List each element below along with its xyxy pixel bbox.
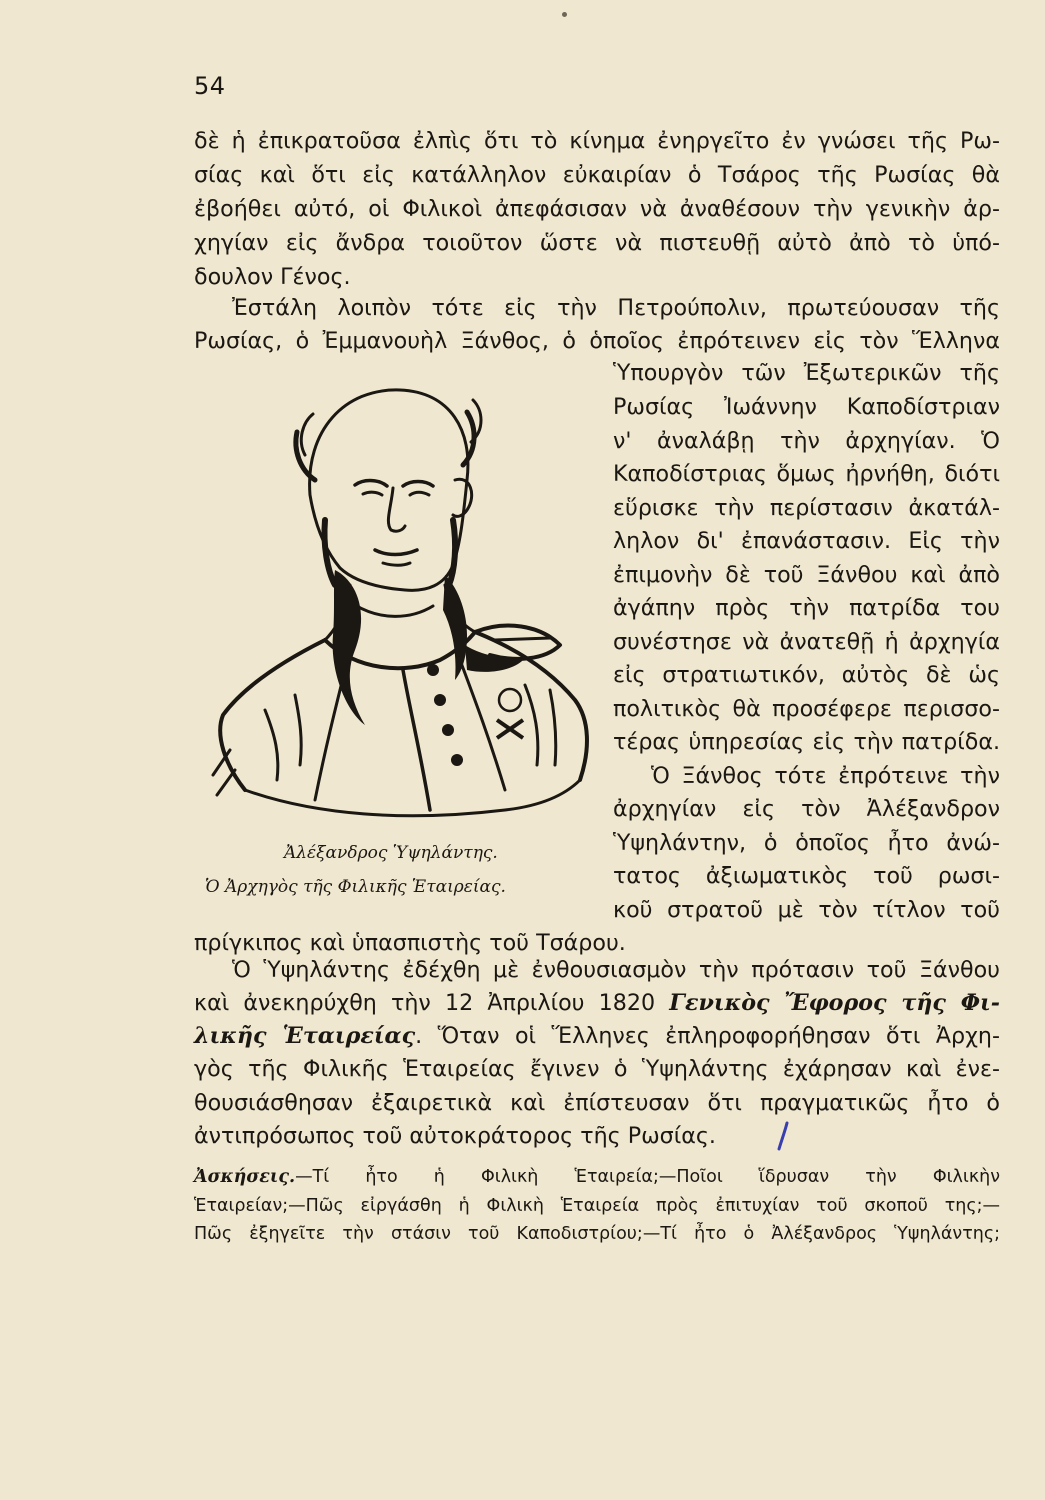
portrait-illustration bbox=[205, 370, 600, 840]
text-line: Ὁ Ξάνθος τότε ἐπρότεινε τὴν bbox=[651, 763, 1000, 789]
text-line: Ρωσίας, ὁ Ἐμμανουὴλ Ξάνθος, ὁ ὁποῖος ἐπρότεινεν εἰς τὸν Ἕλληνα bbox=[194, 328, 1000, 354]
portrait-caption-name: Ἀλέξανδρος Ὑψηλάντης. bbox=[284, 843, 498, 863]
text-line: κοῦ στρατοῦ μὲ τὸν τίτλον τοῦ bbox=[613, 897, 1000, 923]
text-line: ἐβοήθει αὐτό, οἱ Φιλικοὶ ἀπεφάσισαν νὰ ἀναθέσουν τὴν γενικὴν ἀρ- bbox=[194, 196, 1000, 222]
text-line: Ὑψηλάντην, ὁ ὁποῖος ἦτο ἀνώ- bbox=[613, 830, 1000, 856]
text-line: δουλον Γένος. bbox=[194, 264, 351, 290]
text-line: Ἐστάλη λοιπὸν τότε εἰς τὴν Πετρούπολιν, πρωτεύουσαν τῆς bbox=[232, 295, 1000, 321]
text-line: συνέστησε νὰ ἀνατεθῇ ἡ ἀρχηγία bbox=[613, 629, 1000, 655]
text-span: καὶ ἀνεκηρύχθη τὴν 12 Ἀπριλίου 1820 bbox=[194, 990, 670, 1016]
text-line: ἀντιπρόσωπος τοῦ αὐτοκράτορος τῆς Ρωσίας. bbox=[194, 1123, 716, 1149]
text-span: . Ὅταν οἱ Ἕλληνες ἐπληροφορήθησαν ὅτι Ἀρχη- bbox=[415, 1023, 1000, 1049]
page-number: 54 bbox=[194, 72, 226, 100]
text-line: τέρας ὑπηρεσίας εἰς τὴν πατρίδα. bbox=[613, 729, 1000, 755]
text-line: ληλον δι' ἐπανάστασιν. Εἰς τὴν bbox=[613, 528, 1000, 554]
text-line: πρίγκιπος καὶ ὑπασπιστὴς τοῦ Τσάρου. bbox=[194, 930, 626, 956]
text-line: ἀγάπην πρὸς τὴν πατρίδα του bbox=[613, 595, 1000, 621]
text-line: ἐπιμονὴν δὲ τοῦ Ξάνθου καὶ ἀπὸ bbox=[613, 562, 1000, 588]
text-line: πολιτικὸς θὰ προσέφερε περισσο- bbox=[613, 696, 1000, 722]
text-line: γὸς τῆς Φιλικῆς Ἑταιρείας ἔγινεν ὁ Ὑψηλάντης ἐχάρησαν καὶ ἐνε- bbox=[194, 1056, 1000, 1082]
text-line: Ὁ Ὑψηλάντης ἐδέχθη μὲ ἐνθουσιασμὸν τὴν πρότασιν τοῦ Ξάνθου bbox=[232, 957, 1000, 983]
emphasis-title: Γενικὸς Ἔφορος τῆς Φι- bbox=[669, 990, 1000, 1016]
text-span: —Τί ἦτο ἡ Φιλικὴ Ἑταιρεία;—Ποῖοι ἵδρυσαν τὴν Φιλικὴν bbox=[295, 1167, 1000, 1187]
text-line: Ὑπουργὸν τῶν Ἐξωτερικῶν τῆς bbox=[613, 360, 1000, 386]
text-line: δὲ ἡ ἐπικρατοῦσα ἐλπὶς ὅτι τὸ κίνημα ἐνηργεῖτο ἐν γνώσει τῆς Ρω- bbox=[194, 128, 1000, 154]
portrait-caption-role: Ὁ Ἀρχηγὸς τῆς Φιλικῆς Ἑταιρείας. bbox=[205, 877, 506, 897]
text-line bbox=[194, 1025, 1000, 1047]
exercises-line: Πῶς ἐξηγεῖτε τὴν στάσιν τοῦ Καποδιστρίου;—Τί ἦτο ὁ Ἀλέξανδρος Ὑψηλάντης; bbox=[194, 1224, 1000, 1244]
text-line: ἀρχηγίαν εἰς τὸν Ἀλέξανδρον bbox=[613, 796, 1000, 822]
text-line: τατος ἀξιωματικὸς τοῦ ρωσι- bbox=[613, 863, 1000, 889]
text-line: σίας καὶ ὅτι εἰς κατάλληλον εὐκαιρίαν ὁ Τσάρος τῆς Ρωσίας θὰ bbox=[194, 162, 1000, 188]
text-line bbox=[194, 992, 1000, 1014]
text-line: θουσιάσθησαν ἐξαιρετικὰ καὶ ἐπίστευσαν ὅτι πραγματικῶς ἦτο ὁ bbox=[194, 1090, 1000, 1116]
text-line: Καποδίστριας ὅμως ἠρνήθη, διότι bbox=[613, 461, 1000, 487]
exercises-label: Ἀσκήσεις. bbox=[194, 1167, 296, 1187]
pen-mark-icon bbox=[776, 1121, 790, 1151]
text-line: Ρωσίας Ἰωάννην Καποδίστριαν bbox=[613, 394, 1000, 420]
text-line: ν' ἀναλάβῃ τὴν ἀρχηγίαν. Ὁ bbox=[613, 428, 1000, 454]
text-line: εἰς στρατιωτικόν, αὐτὸς δὲ ὡς bbox=[613, 662, 1000, 688]
exercises-line: Ἑταιρείαν;—Πῶς εἰργάσθη ἡ Φιλικὴ Ἑταιρεία πρὸς ἐπιτυχίαν τοῦ σκοποῦ της;— bbox=[194, 1196, 1000, 1216]
exercises-line bbox=[194, 1169, 1000, 1187]
print-speck bbox=[562, 12, 567, 17]
emphasis-title: λικῆς Ἑταιρείας bbox=[194, 1023, 416, 1049]
text-line: εὕρισκε τὴν περίστασιν ἀκατάλ- bbox=[613, 495, 1000, 521]
text-line: χηγίαν εἰς ἄνδρα τοιοῦτον ὥστε νὰ πιστευθῇ αὐτὸ ἀπὸ τὸ ὑπό- bbox=[194, 230, 1000, 256]
